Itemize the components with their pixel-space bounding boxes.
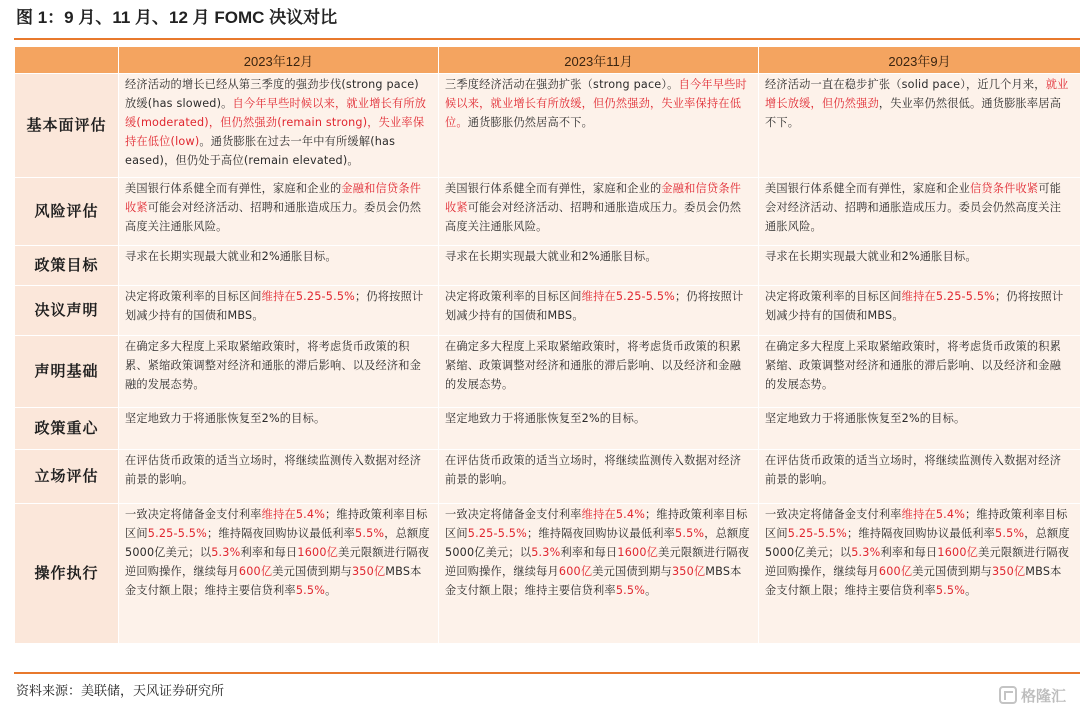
- header-corner: [15, 47, 119, 74]
- cell-text: 美元限额进行隔夜逆回购操作，继续每月: [765, 546, 1070, 578]
- row-label: 政策重心: [15, 408, 119, 450]
- cell-text: 三季度经济活动在强劲扩张（strong pace）。: [445, 78, 679, 91]
- table-row: [15, 450, 1080, 504]
- cell-text: 美元国债到期与: [272, 565, 352, 578]
- highlighted-text: 金融和信贷条件收紧: [125, 182, 422, 214]
- cell-text: 决定将政策利率的目标区间: [765, 290, 902, 303]
- cell-text: MBS本金支付额上限；维持主要信贷利率: [765, 565, 1062, 597]
- highlighted-text: 5.3%: [211, 546, 241, 559]
- watermark-text: 格隆汇: [1020, 686, 1066, 705]
- table-cell: [439, 450, 759, 504]
- table-row: [15, 178, 1080, 246]
- table-row: [15, 336, 1080, 408]
- table-cell: [119, 504, 439, 644]
- cell-text: 美元国债到期与: [592, 565, 672, 578]
- cell-text: ；维持政策利率目标区间: [125, 508, 428, 540]
- table-cell: [759, 450, 1080, 504]
- cell-text: ；仍将按照计划减少持有的国债和MBS。: [765, 290, 1064, 322]
- row-label: 政策目标: [15, 246, 119, 286]
- cell-text: ，失业率仍然很低。通货膨胀率居高不下。: [765, 97, 1062, 129]
- cell-text: 利率和每日: [560, 546, 618, 559]
- row-label: 立场评估: [15, 450, 119, 504]
- table-row: [15, 408, 1080, 450]
- highlighted-text: 5.5%: [355, 527, 385, 540]
- cell-text: 一致决定将储备金支付利率: [125, 508, 262, 521]
- table-cell: [759, 286, 1080, 336]
- highlighted-text: 1600亿: [617, 546, 659, 559]
- table-cell: [759, 74, 1080, 178]
- cell-text: MBS本金支付额上限；维持主要信贷利率: [125, 565, 422, 597]
- highlighted-text: 600亿: [878, 565, 913, 578]
- cell-text: 美元限额进行隔夜逆回购操作，继续每月: [125, 546, 430, 578]
- highlighted-text: 维持在5.4%: [581, 508, 646, 521]
- highlighted-text: 600亿: [558, 565, 593, 578]
- column-header-sep: 2023年9月: [759, 47, 1080, 74]
- fomc-comparison-table: [14, 46, 1080, 644]
- cell-text: 美国银行体系健全而有弹性，家庭和企业的: [125, 182, 342, 195]
- table-cell: [759, 336, 1080, 408]
- top-rule: [14, 38, 1080, 40]
- table-cell: [439, 178, 759, 246]
- bottom-rule: [14, 672, 1080, 674]
- watermark: [999, 684, 1066, 706]
- table-cell: [759, 408, 1080, 450]
- cell-text: ；仍将按照计划减少持有的国债和MBS。: [445, 290, 744, 322]
- cell-text: 美元国债到期与: [912, 565, 992, 578]
- cell-text: 美国银行体系健全而有弹性，家庭和企业的: [445, 182, 662, 195]
- table-cell: [119, 336, 439, 408]
- cell-text: ；维持隔夜回购协议最低利率: [526, 527, 675, 540]
- source-note: 资料来源：美联储，天风证券研究所: [16, 683, 225, 698]
- cell-text: 通货膨胀仍然居高不下。: [467, 116, 594, 129]
- cell-text: ；维持隔夜回购协议最低利率: [846, 527, 995, 540]
- cell-text: 寻求在长期实现最大就业和2%通胀目标。: [765, 250, 977, 263]
- highlighted-text: 350亿: [671, 565, 706, 578]
- row-label: 基本面评估: [15, 74, 119, 178]
- table-cell: [759, 504, 1080, 644]
- table-row: [15, 74, 1080, 178]
- cell-text: 寻求在长期实现最大就业和2%通胀目标。: [125, 250, 337, 263]
- cell-text: ；维持政策利率目标区间: [765, 508, 1068, 540]
- cell-text: 美国银行体系健全而有弹性，家庭和企业: [765, 182, 970, 195]
- cell-text: 。通货膨胀在过去一年中有所缓解(has eased)，但仍处于高位(remain elevated)。: [125, 135, 396, 167]
- row-label: 风险评估: [15, 178, 119, 246]
- table-cell: [439, 336, 759, 408]
- highlighted-text: 信贷条件收紧: [969, 182, 1039, 195]
- cell-text: 坚定地致力于将通胀恢复至2%的目标。: [765, 412, 966, 425]
- table-cell: [119, 246, 439, 286]
- cell-text: 坚定地致力于将通胀恢复至2%的目标。: [125, 412, 326, 425]
- table-cell: [439, 286, 759, 336]
- cell-text: 可能会对经济活动、招聘和通胀造成压力。委员会仍然高度关注通胀风险。: [125, 201, 422, 233]
- cell-text: 。: [965, 584, 977, 597]
- highlighted-text: 维持在5.25-5.5%: [901, 290, 995, 303]
- highlighted-text: 维持在5.4%: [901, 508, 966, 521]
- highlighted-text: 1600亿: [297, 546, 339, 559]
- highlighted-text: 5.25-5.5%: [787, 527, 847, 540]
- cell-text: 利率和每日: [880, 546, 938, 559]
- cell-text: 决定将政策利率的目标区间: [445, 290, 582, 303]
- cell-text: 一致决定将储备金支付利率: [765, 508, 902, 521]
- cell-text: ；维持政策利率目标区间: [445, 508, 748, 540]
- cell-text: 决定将政策利率的目标区间: [125, 290, 262, 303]
- highlighted-text: 350亿: [991, 565, 1026, 578]
- row-label: 决议声明: [15, 286, 119, 336]
- cell-text: 。: [645, 584, 657, 597]
- cell-text: 在确定多大程度上采取紧缩政策时，将考虑货币政策的积累紧缩、政策调整对经济和通胀的滞后影响、以及经济和金融的发展态势。: [445, 340, 742, 391]
- cell-text: 坚定地致力于将通胀恢复至2%的目标。: [445, 412, 646, 425]
- table-row: [15, 504, 1080, 644]
- cell-text: MBS本金支付额上限；维持主要信贷利率: [445, 565, 742, 597]
- header-row: [15, 47, 1080, 74]
- cell-text: ，总额度5000亿美元；以: [765, 527, 1070, 559]
- figure-title: 图 1：9 月、11 月、12 月 FOMC 决议对比: [16, 8, 338, 27]
- cell-text: 在评估货币政策的适当立场时，将继续监测传入数据对经济前景的影响。: [765, 454, 1062, 486]
- cell-text: 经济活动的增长已经从第三季度的强劲步伐(strong pace)放缓(has slowed)。: [125, 78, 419, 110]
- highlighted-text: 维持在5.25-5.5%: [581, 290, 675, 303]
- cell-text: 可能会对经济活动、招聘和通胀造成压力。委员会仍然高度关注通胀风险。: [765, 182, 1062, 233]
- table-cell: [119, 450, 439, 504]
- cell-text: 在评估货币政策的适当立场时，将继续监测传入数据对经济前景的影响。: [125, 454, 422, 486]
- highlighted-text: 自今年早些时候以来，就业增长有所放缓，但仍然强劲，失业率保持在低位。: [445, 78, 747, 129]
- cell-text: 可能会对经济活动、招聘和通胀造成压力。委员会仍然高度关注通胀风险。: [445, 201, 742, 233]
- watermark-logo-icon: [999, 686, 1017, 704]
- cell-text: ；仍将按照计划减少持有的国债和MBS。: [125, 290, 424, 322]
- table-row: [15, 246, 1080, 286]
- highlighted-text: 5.25-5.5%: [147, 527, 207, 540]
- highlighted-text: 5.3%: [851, 546, 881, 559]
- table-cell: [439, 74, 759, 178]
- cell-text: ，总额度5000亿美元；以: [445, 527, 750, 559]
- highlighted-text: 5.5%: [995, 527, 1025, 540]
- highlighted-text: 5.25-5.5%: [467, 527, 527, 540]
- highlighted-text: 5.5%: [615, 584, 646, 597]
- cell-text: ，总额度5000亿美元；以: [125, 527, 430, 559]
- highlighted-text: 就业增长放缓，但仍然强劲: [765, 78, 1069, 110]
- cell-text: 利率和每日: [240, 546, 298, 559]
- row-label: 声明基础: [15, 336, 119, 408]
- table-cell: [759, 178, 1080, 246]
- highlighted-text: 5.3%: [531, 546, 561, 559]
- highlighted-text: 自今年早些时候以来，就业增长有所放缓(moderated)，但仍然强劲(remain strong)，失业率保持在低位(low): [125, 97, 427, 148]
- highlighted-text: 600亿: [238, 565, 273, 578]
- table-cell: [119, 74, 439, 178]
- column-header-dec: 2023年12月: [119, 47, 439, 74]
- cell-text: 在确定多大程度上采取紧缩政策时，将考虑货币政策的积累紧缩、政策调整对经济和通胀的滞后影响、以及经济和金融的发展态势。: [765, 340, 1062, 391]
- highlighted-text: 350亿: [351, 565, 386, 578]
- cell-text: 。: [325, 584, 337, 597]
- highlighted-text: 1600亿: [937, 546, 979, 559]
- highlighted-text: 维持在5.4%: [261, 508, 326, 521]
- table-cell: [759, 246, 1080, 286]
- row-label: 操作执行: [15, 504, 119, 644]
- table-cell: [439, 408, 759, 450]
- highlighted-text: 5.5%: [675, 527, 705, 540]
- highlighted-text: 金融和信贷条件收紧: [445, 182, 742, 214]
- table-row: [15, 286, 1080, 336]
- table-cell: [119, 286, 439, 336]
- cell-text: 寻求在长期实现最大就业和2%通胀目标。: [445, 250, 657, 263]
- cell-text: 经济活动一直在稳步扩张（solid pace），近几个月来，: [765, 78, 1046, 91]
- column-header-nov: 2023年11月: [439, 47, 759, 74]
- table-cell: [439, 246, 759, 286]
- cell-text: ；维持隔夜回购协议最低利率: [206, 527, 355, 540]
- highlighted-text: 5.5%: [295, 584, 326, 597]
- cell-text: 在评估货币政策的适当立场时，将继续监测传入数据对经济前景的影响。: [445, 454, 742, 486]
- cell-text: 一致决定将储备金支付利率: [445, 508, 582, 521]
- cell-text: 在确定多大程度上采取紧缩政策时，将考虑货币政策的积累、紧缩政策调整对经济和通胀的滞后影响、以及经济和金融的发展态势。: [125, 340, 422, 391]
- highlighted-text: 维持在5.25-5.5%: [261, 290, 355, 303]
- table-cell: [119, 178, 439, 246]
- table-cell: [439, 504, 759, 644]
- highlighted-text: 5.5%: [935, 584, 966, 597]
- cell-text: 美元限额进行隔夜逆回购操作，继续每月: [445, 546, 750, 578]
- table-cell: [119, 408, 439, 450]
